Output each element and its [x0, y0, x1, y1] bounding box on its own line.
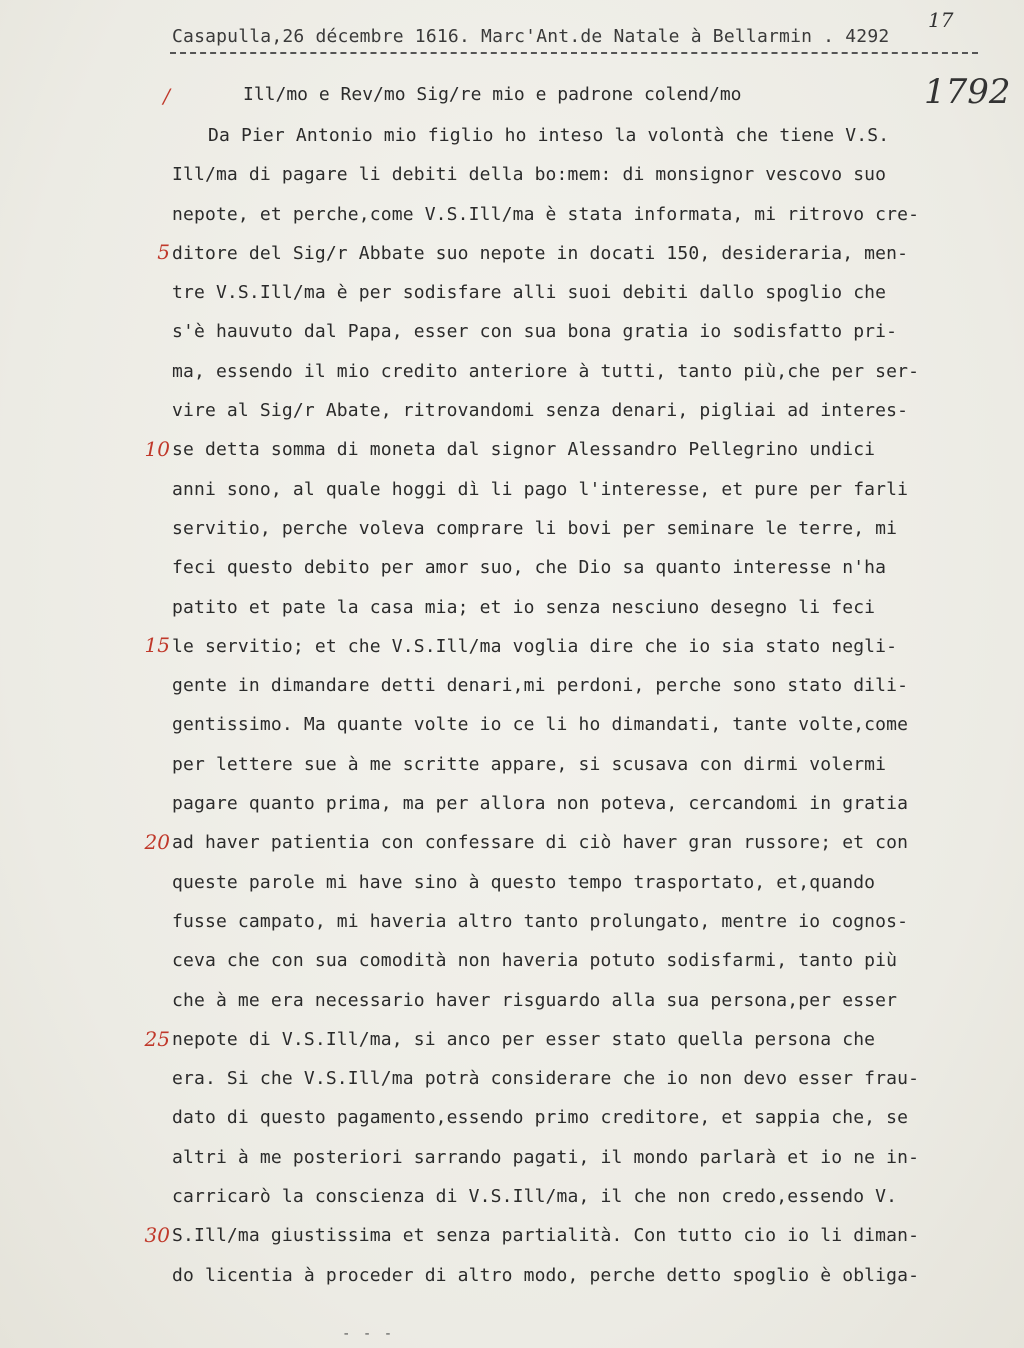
line-number-15: 15 [144, 633, 170, 657]
text-line: Ill/ma di pagare li debiti della bo:mem: di monsignor vescovo suo [172, 164, 887, 186]
text-line: fusse campato, mi haveria altro tanto prolungato, mentre io cognos- [172, 910, 909, 932]
text-line: s'è hauvuto dal Papa, esser con sua bona gratia io sodisfatto pri- [172, 321, 898, 343]
text-line: do licentia à proceder di altro modo, perche detto spoglio è obliga- [172, 1264, 920, 1286]
document-header: Casapulla,26 décembre 1616. Marc'Ant.de Natale à Bellarmin . 4292 [172, 26, 890, 47]
text-line: se detta somma di moneta dal signor Alessandro Pellegrino undici [172, 439, 876, 461]
text-line: nepote, et perche,come V.S.Ill/ma è stata informata, mi ritrovo cre- [172, 203, 920, 225]
line-number-25: 25 [144, 1027, 170, 1051]
text-line: ceva che con sua comodità non haveria potuto sodisfarmi, tanto più [172, 950, 898, 972]
text-line: che à me era necessario haver risguardo alla sua persona,per esser [172, 989, 898, 1011]
text-line: feci questo debito per amor suo, che Dio sa quanto interesse n'ha [172, 557, 887, 579]
text-line: ad haver patientia con confessare di ciò haver gran russore; et con [172, 832, 909, 854]
letter-body [172, 122, 992, 1301]
page-footer-mark: - - - [342, 1326, 395, 1342]
salutation: Ill/mo e Rev/mo Sig/re mio e padrone colend/mo [243, 84, 742, 105]
text-line: le servitio; et che V.S.Ill/ma voglia dire che io sia stato negli- [172, 635, 898, 657]
text-line: ma, essendo il mio credito anteriore à tutti, tanto più,che per ser- [172, 360, 920, 382]
text-line: altri à me posteriori sarrando pagati, il mondo parlarà et io ne in- [172, 1146, 920, 1168]
text-line: queste parole mi have sino à questo tempo trasportato, et,quando [172, 871, 876, 893]
text-line: gente in dimandare detti denari,mi perdoni, perche sono stato dili- [172, 675, 909, 697]
text-line: Da Pier Antonio mio figlio ho inteso la volontà che tiene V.S. [208, 125, 890, 146]
salutation-marker: / [163, 84, 170, 108]
text-line: tre V.S.Ill/ma è per sodisfare alli suoi debiti dallo spoglio che [172, 282, 887, 304]
line-number-30: 30 [144, 1223, 170, 1247]
text-line: era. Si che V.S.Ill/ma potrà considerare che io non devo esser frau- [172, 1068, 920, 1090]
line-number-10: 10 [144, 437, 170, 461]
text-line: nepote di V.S.Ill/ma, si anco per esser stato quella persona che [172, 1028, 876, 1050]
handwritten-folio-top: 17 [928, 8, 954, 32]
text-line: carricarò la conscienza di V.S.Ill/ma, il che non credo,essendo V. [172, 1186, 898, 1208]
text-line: patito et pate la casa mia; et io senza nesciuno desegno li feci [172, 596, 876, 618]
line-number-20: 20 [144, 830, 170, 854]
text-line: servitio, perche voleva comprare li bovi per seminare le terre, mi [172, 517, 898, 539]
handwritten-folio-number: 1792 [924, 72, 1011, 112]
text-line: per lettere sue à me scritte appare, si scusava con dirmi volermi [172, 753, 887, 775]
text-line: vire al Sig/r Abate, ritrovandomi senza denari, pigliai ad interes- [172, 400, 909, 422]
text-line: dato di questo pagamento,essendo primo creditore, et sappia che, se [172, 1107, 909, 1129]
text-line: gentissimo. Ma quante volte io ce li ho dimandati, tante volte,come [172, 714, 909, 736]
header-divider [170, 52, 978, 54]
text-line: ditore del Sig/r Abbate suo nepote in docati 150, desideraria, men- [172, 242, 909, 264]
line-number-5: 5 [157, 240, 170, 264]
text-line: pagare quanto prima, ma per allora non poteva, cercandomi in gratia [172, 793, 909, 815]
text-line: S.Ill/ma giustissima et senza partialità. Con tutto cio io li diman- [172, 1225, 920, 1247]
text-line: anni sono, al quale hoggi dì li pago l'interesse, et pure per farli [172, 478, 909, 500]
